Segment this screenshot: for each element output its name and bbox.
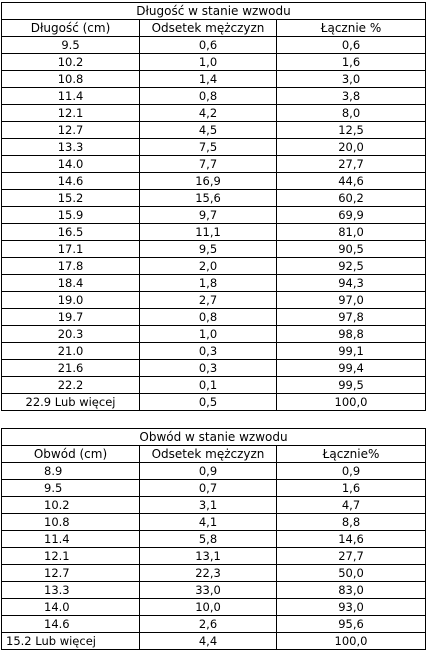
header-row (2, 446, 426, 463)
table-cell: 17.8 (2, 258, 140, 275)
table-row (2, 122, 426, 139)
table-cell: 97,0 (277, 292, 426, 309)
table-cell: 97,8 (277, 309, 426, 326)
table-cell: 9.5 (2, 37, 140, 54)
table-cell: 27,7 (277, 548, 426, 565)
column-header: Łącznie% (277, 446, 426, 463)
table-cell: 2,0 (140, 258, 277, 275)
table-cell: 1,4 (140, 71, 277, 88)
table-title: Obwód w stanie wzwodu (2, 429, 426, 446)
table-body (2, 37, 426, 411)
table-cell: 2,7 (140, 292, 277, 309)
table-cell: 95,6 (277, 616, 426, 633)
table-cell: 11.4 (2, 531, 140, 548)
table-cell: 12.1 (2, 548, 140, 565)
table-caption-row (2, 3, 426, 20)
table-cell: 33,0 (140, 582, 277, 599)
table-cell: 92,5 (277, 258, 426, 275)
table-row (2, 548, 426, 565)
table-row (2, 565, 426, 582)
table-cell: 16,9 (140, 173, 277, 190)
table-cell: 20,0 (277, 139, 426, 156)
table-row (2, 292, 426, 309)
length-table (1, 2, 426, 411)
table-cell: 0,6 (277, 37, 426, 54)
table-row (2, 343, 426, 360)
table-cell: 1,0 (140, 326, 277, 343)
table-cell: 90,5 (277, 241, 426, 258)
column-header: Obwód (cm) (2, 446, 140, 463)
table-cell: 14.0 (2, 156, 140, 173)
table-row (2, 224, 426, 241)
table-row (2, 531, 426, 548)
table-cell: 15,6 (140, 190, 277, 207)
table-cell: 17.1 (2, 241, 140, 258)
table-cell: 7,5 (140, 139, 277, 156)
table-body (2, 463, 426, 650)
table-cell: 18.4 (2, 275, 140, 292)
table-cell: 12.7 (2, 122, 140, 139)
table-cell: 1,8 (140, 275, 277, 292)
table-cell: 22,3 (140, 565, 277, 582)
table-cell: 81,0 (277, 224, 426, 241)
table-cell: 4,4 (140, 633, 277, 650)
table-cell: 83,0 (277, 582, 426, 599)
table-cell: 16.5 (2, 224, 140, 241)
table-cell: 8,8 (277, 514, 426, 531)
table-row (2, 37, 426, 54)
column-header: Odsetek mężczyzn (140, 446, 277, 463)
table-cell: 8,0 (277, 105, 426, 122)
table-cell: 21.0 (2, 343, 140, 360)
table-cell: 9,5 (140, 241, 277, 258)
table-cell: 15.2 Lub więcej (2, 633, 140, 650)
table-cell: 13,1 (140, 548, 277, 565)
table-cell: 11.4 (2, 88, 140, 105)
column-header: Łącznie % (277, 20, 426, 37)
table-row (2, 360, 426, 377)
table-cell: 44,6 (277, 173, 426, 190)
table-cell: 2,6 (140, 616, 277, 633)
table-cell: 100,0 (277, 394, 426, 411)
table-cell: 93,0 (277, 599, 426, 616)
table-row (2, 514, 426, 531)
table-row (2, 633, 426, 650)
table-row (2, 275, 426, 292)
table-cell: 0,7 (140, 480, 277, 497)
table-cell: 22.2 (2, 377, 140, 394)
table-row (2, 377, 426, 394)
table-row (2, 309, 426, 326)
table-cell: 1,6 (277, 54, 426, 71)
table-cell: 4,1 (140, 514, 277, 531)
table-cell: 12.1 (2, 105, 140, 122)
table-row (2, 71, 426, 88)
table-cell: 27,7 (277, 156, 426, 173)
table-cell: 0,1 (140, 377, 277, 394)
table-cell: 99,5 (277, 377, 426, 394)
column-header: Odsetek mężczyzn (140, 20, 277, 37)
table-cell: 14.0 (2, 599, 140, 616)
table-row (2, 156, 426, 173)
table-cell: 19.0 (2, 292, 140, 309)
table-cell: 60,2 (277, 190, 426, 207)
table-cell: 99,1 (277, 343, 426, 360)
table-cell: 69,9 (277, 207, 426, 224)
table-cell: 22.9 Lub więcej (2, 394, 140, 411)
table-cell: 19.7 (2, 309, 140, 326)
table-cell: 0,3 (140, 343, 277, 360)
table-row (2, 463, 426, 480)
header-row (2, 20, 426, 37)
girth-table (1, 428, 426, 650)
table-cell: 12,5 (277, 122, 426, 139)
table-row (2, 88, 426, 105)
table-row (2, 616, 426, 633)
table-title: Długość w stanie wzwodu (2, 3, 426, 20)
table-cell: 3,0 (277, 71, 426, 88)
table-cell: 15.9 (2, 207, 140, 224)
table-cell: 12.7 (2, 565, 140, 582)
table-row (2, 105, 426, 122)
table-cell: 0,6 (140, 37, 277, 54)
table-cell: 10,0 (140, 599, 277, 616)
table-row (2, 497, 426, 514)
table-row (2, 173, 426, 190)
table-row (2, 599, 426, 616)
table-cell: 3,8 (277, 88, 426, 105)
table-cell: 1,6 (277, 480, 426, 497)
table-cell: 0,5 (140, 394, 277, 411)
table-cell: 20.3 (2, 326, 140, 343)
table-cell: 4,2 (140, 105, 277, 122)
table-cell: 99,4 (277, 360, 426, 377)
table-cell: 94,3 (277, 275, 426, 292)
table-cell: 98,8 (277, 326, 426, 343)
table-cell: 0,8 (140, 309, 277, 326)
table-cell: 9,7 (140, 207, 277, 224)
table-cell: 4,5 (140, 122, 277, 139)
table-row (2, 190, 426, 207)
table-cell: 4,7 (277, 497, 426, 514)
table-cell: 13.3 (2, 139, 140, 156)
table-cell: 0,3 (140, 360, 277, 377)
table-cell: 10.8 (2, 514, 140, 531)
table-cell: 0,9 (140, 463, 277, 480)
table-cell: 0,8 (140, 88, 277, 105)
table-row (2, 54, 426, 71)
table-row (2, 139, 426, 156)
table-cell: 13.3 (2, 582, 140, 599)
table-row (2, 394, 426, 411)
table-caption-row (2, 429, 426, 446)
table-row (2, 326, 426, 343)
table-cell: 11,1 (140, 224, 277, 241)
table-cell: 14,6 (277, 531, 426, 548)
table-cell: 7,7 (140, 156, 277, 173)
table-cell: 10.2 (2, 497, 140, 514)
table-cell: 9.5 (2, 480, 140, 497)
table-cell: 14.6 (2, 173, 140, 190)
table-row (2, 207, 426, 224)
table-cell: 3,1 (140, 497, 277, 514)
table-cell: 21.6 (2, 360, 140, 377)
table-cell: 1,0 (140, 54, 277, 71)
table-row (2, 582, 426, 599)
table-cell: 100,0 (277, 633, 426, 650)
table-cell: 10.2 (2, 54, 140, 71)
table-cell: 50,0 (277, 565, 426, 582)
table-cell: 14.6 (2, 616, 140, 633)
table-row (2, 480, 426, 497)
table-cell: 15.2 (2, 190, 140, 207)
table-cell: 0,9 (277, 463, 426, 480)
table-cell: 10.8 (2, 71, 140, 88)
table-row (2, 241, 426, 258)
table-cell: 8.9 (2, 463, 140, 480)
table-row (2, 258, 426, 275)
column-header: Długość (cm) (2, 20, 140, 37)
table-cell: 5,8 (140, 531, 277, 548)
